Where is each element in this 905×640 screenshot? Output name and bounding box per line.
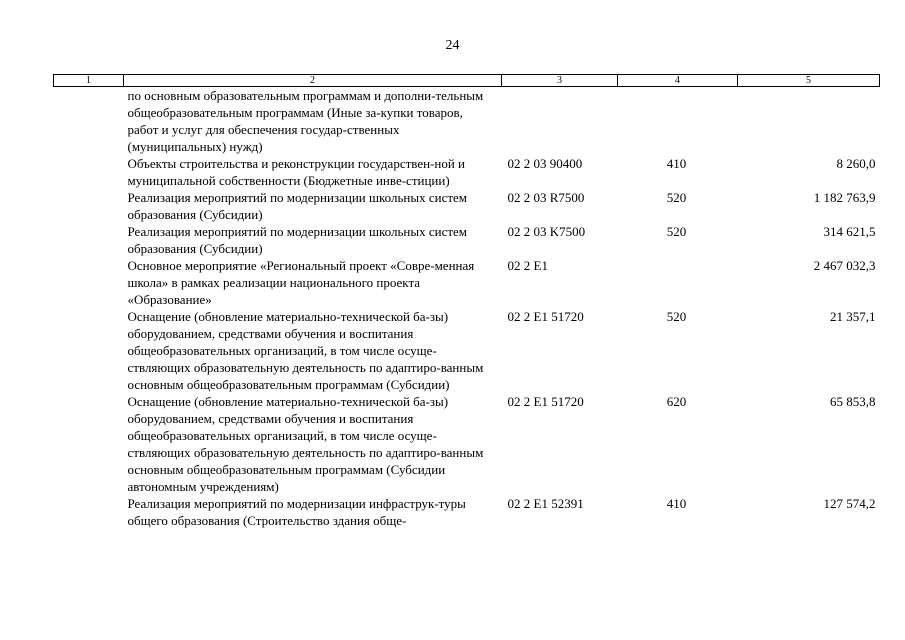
expense-type-cell bbox=[618, 87, 738, 156]
classification-code-cell: 02 2 E1 51720 bbox=[507, 394, 584, 409]
classification-code-cell: 02 2 E1 51720 bbox=[507, 309, 584, 324]
amount-cell: 2 467 032,3 bbox=[813, 258, 876, 273]
expense-name-cell: Оснащение (обновление материально-технической ба-зы) оборудованием, средствами обучения и воспитания общеобразовательных организаций, в том числе осуще-ствляющих образовательную деятельность по адаптиро-ванным основным общеобразовательным программам (Субсидии автономным учреждениям) bbox=[127, 394, 484, 494]
row-number-cell bbox=[54, 189, 124, 223]
row-number-cell bbox=[54, 155, 124, 189]
amount-cell: 65 853,8 bbox=[830, 394, 876, 409]
expense-type-cell: 410 bbox=[666, 156, 687, 171]
table-row bbox=[54, 155, 880, 189]
table-row bbox=[54, 393, 880, 495]
expense-type-cell: 620 bbox=[666, 394, 687, 409]
row-number-cell bbox=[54, 308, 124, 393]
row-number-cell bbox=[54, 495, 124, 529]
expense-name-cell: Объекты строительства и реконструкции государствен-ной и муниципальной собственности (Бюджетные инве-стиции) bbox=[127, 156, 466, 188]
table-header bbox=[54, 75, 880, 87]
header-col-2: 2 bbox=[124, 75, 502, 87]
row-number-cell bbox=[54, 87, 124, 156]
header-col-1: 1 bbox=[54, 75, 124, 87]
expense-type-cell bbox=[618, 257, 738, 308]
row-number-cell bbox=[54, 257, 124, 308]
header-col-3: 3 bbox=[502, 75, 618, 87]
amount-cell: 127 574,2 bbox=[823, 496, 876, 511]
classification-code-cell: 02 2 03 90400 bbox=[507, 156, 583, 171]
table-row bbox=[54, 87, 880, 156]
table-row bbox=[54, 189, 880, 223]
amount-cell: 8 260,0 bbox=[836, 156, 876, 171]
classification-code-cell: 02 2 03 K7500 bbox=[507, 224, 586, 239]
expense-name-cell: Оснащение (обновление материально-технической ба-зы) оборудованием, средствами обучения и воспитания общеобразовательных организаций, в том числе осуще-ствляющих образовательную деятельность по адаптиро-ванным основным общеобразовательным программам (Субсидии) bbox=[127, 309, 484, 392]
expense-name-cell: Реализация мероприятий по модернизации инфраструк-туры общего образования (Строительство здания обще- bbox=[127, 496, 466, 528]
expense-name-cell: по основным образовательным программам и дополни-тельным общеобразовательным программам (Иные за-купки товаров, работ и услуг для обеспечения государ-ственных (муниципальных) нужд) bbox=[127, 88, 484, 154]
table-row bbox=[54, 257, 880, 308]
page-number: 24 bbox=[445, 38, 460, 53]
classification-code-cell: 02 2 E1 bbox=[507, 258, 548, 273]
amount-cell bbox=[738, 87, 880, 156]
expense-type-cell: 520 bbox=[666, 309, 687, 324]
expense-name-cell: Основное мероприятие «Региональный проект «Совре-менная школа» в рамках реализации национального проекта «Образование» bbox=[127, 258, 475, 307]
classification-code-cell: 02 2 E1 52391 bbox=[507, 496, 584, 511]
header-row bbox=[54, 75, 880, 87]
expense-type-cell: 520 bbox=[666, 224, 687, 239]
table-row bbox=[54, 308, 880, 393]
amount-cell: 314 621,5 bbox=[823, 224, 876, 239]
classification-code-cell bbox=[502, 87, 618, 156]
header-col-4: 4 bbox=[618, 75, 738, 87]
amount-cell: 21 357,1 bbox=[830, 309, 876, 324]
table-body bbox=[54, 87, 880, 530]
expense-name-cell: Реализация мероприятий по модернизации школьных систем образования (Субсидии) bbox=[127, 224, 468, 256]
expense-name-cell: Реализация мероприятий по модернизации школьных систем образования (Субсидии) bbox=[127, 190, 468, 222]
budget-table bbox=[53, 74, 880, 529]
expense-type-cell: 410 bbox=[666, 496, 687, 511]
table-row bbox=[54, 223, 880, 257]
amount-cell: 1 182 763,9 bbox=[813, 190, 876, 205]
row-number-cell bbox=[54, 393, 124, 495]
header-col-5: 5 bbox=[738, 75, 880, 87]
row-number-cell bbox=[54, 223, 124, 257]
classification-code-cell: 02 2 03 R7500 bbox=[507, 190, 585, 205]
expense-type-cell: 520 bbox=[666, 190, 687, 205]
table-row bbox=[54, 495, 880, 529]
